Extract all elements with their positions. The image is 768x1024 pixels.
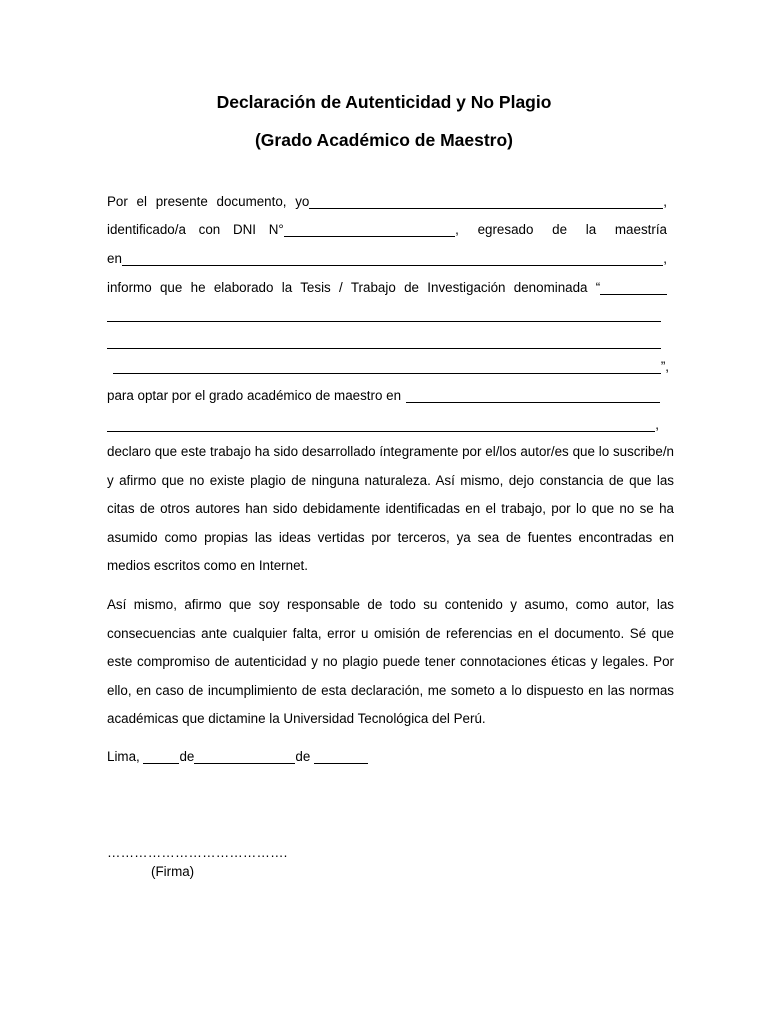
name-line-comma: , <box>663 194 667 209</box>
thesis-end-line <box>113 357 669 377</box>
dni-label: identificado/a con DNI N° <box>107 222 284 237</box>
dni-line <box>107 220 667 240</box>
name-label: Por el presente documento, yo <box>107 194 310 209</box>
dni-field[interactable] <box>284 221 455 237</box>
responsibility-paragraph: Así mismo, afirmo que soy responsable de todo su contenido y asumo, como autor, las consecuencias ante cualquier falta, error u omisión de referencias en el documento. Sé que este compromiso de autenticidad y no plagio puede tener connotaciones éticas y legales. Por ello, en caso de incumplimiento de esta declaración, me someto a lo dispuesto en las normas académicas que dictamine la Universidad Tecnológica del Perú. <box>107 597 674 727</box>
degree-field[interactable] <box>406 387 660 403</box>
thesis-title-field-4[interactable] <box>113 358 661 374</box>
maestria-label: en <box>107 251 122 266</box>
de-label-2: de <box>295 749 314 764</box>
year-field[interactable] <box>314 748 368 764</box>
maestria-field[interactable] <box>122 250 663 266</box>
thesis-close-quote: ”, <box>660 359 669 374</box>
maestria-line-comma: , <box>663 251 667 266</box>
document-title: Declaración de Autenticidad y No Plagio <box>216 92 552 112</box>
day-field[interactable] <box>143 748 179 764</box>
month-field[interactable] <box>194 748 295 764</box>
de-label-1: de <box>179 749 195 764</box>
thesis-title-field-3[interactable] <box>107 348 661 349</box>
thesis-line <box>107 278 667 298</box>
document-subtitle: (Grado Académico de Maestro) <box>254 130 514 150</box>
city-label: Lima, <box>107 749 144 764</box>
thesis-title-field-2[interactable] <box>107 321 661 322</box>
declaration-paragraph: declaro que este trabajo ha sido desarrollado íntegramente por el/los autor/es que lo suscribe/n y afirmo que no existe plagio de ninguna naturaleza. Así mismo, dejo constancia de que las citas de otros autores han sido debidamente identificadas en el trabajo, por lo que no se ha asumido como propias las ideas vertidas por terceros, ya sea de fuentes encontradas en medios escritos como en Internet. <box>107 444 674 574</box>
degree-field-2[interactable] <box>107 416 655 432</box>
thesis-label: informo que he elaborado la Tesis / Trabajo de Investigación denominada “ <box>107 280 601 295</box>
degree-label: para optar por el grado académico de maestro en <box>107 388 402 403</box>
name-line <box>107 192 667 212</box>
degree-line-2 <box>107 415 659 435</box>
name-field[interactable] <box>309 193 663 209</box>
graduate-label: , egresado de la maestría <box>455 222 667 237</box>
thesis-title-field[interactable] <box>600 279 667 295</box>
degree-line <box>107 386 667 406</box>
maestria-line <box>107 249 667 269</box>
signature-label: (Firma) <box>151 864 195 879</box>
date-line <box>107 747 407 767</box>
signature-line[interactable]: …………………………………. <box>107 845 288 860</box>
degree-line-comma: , <box>655 417 659 432</box>
